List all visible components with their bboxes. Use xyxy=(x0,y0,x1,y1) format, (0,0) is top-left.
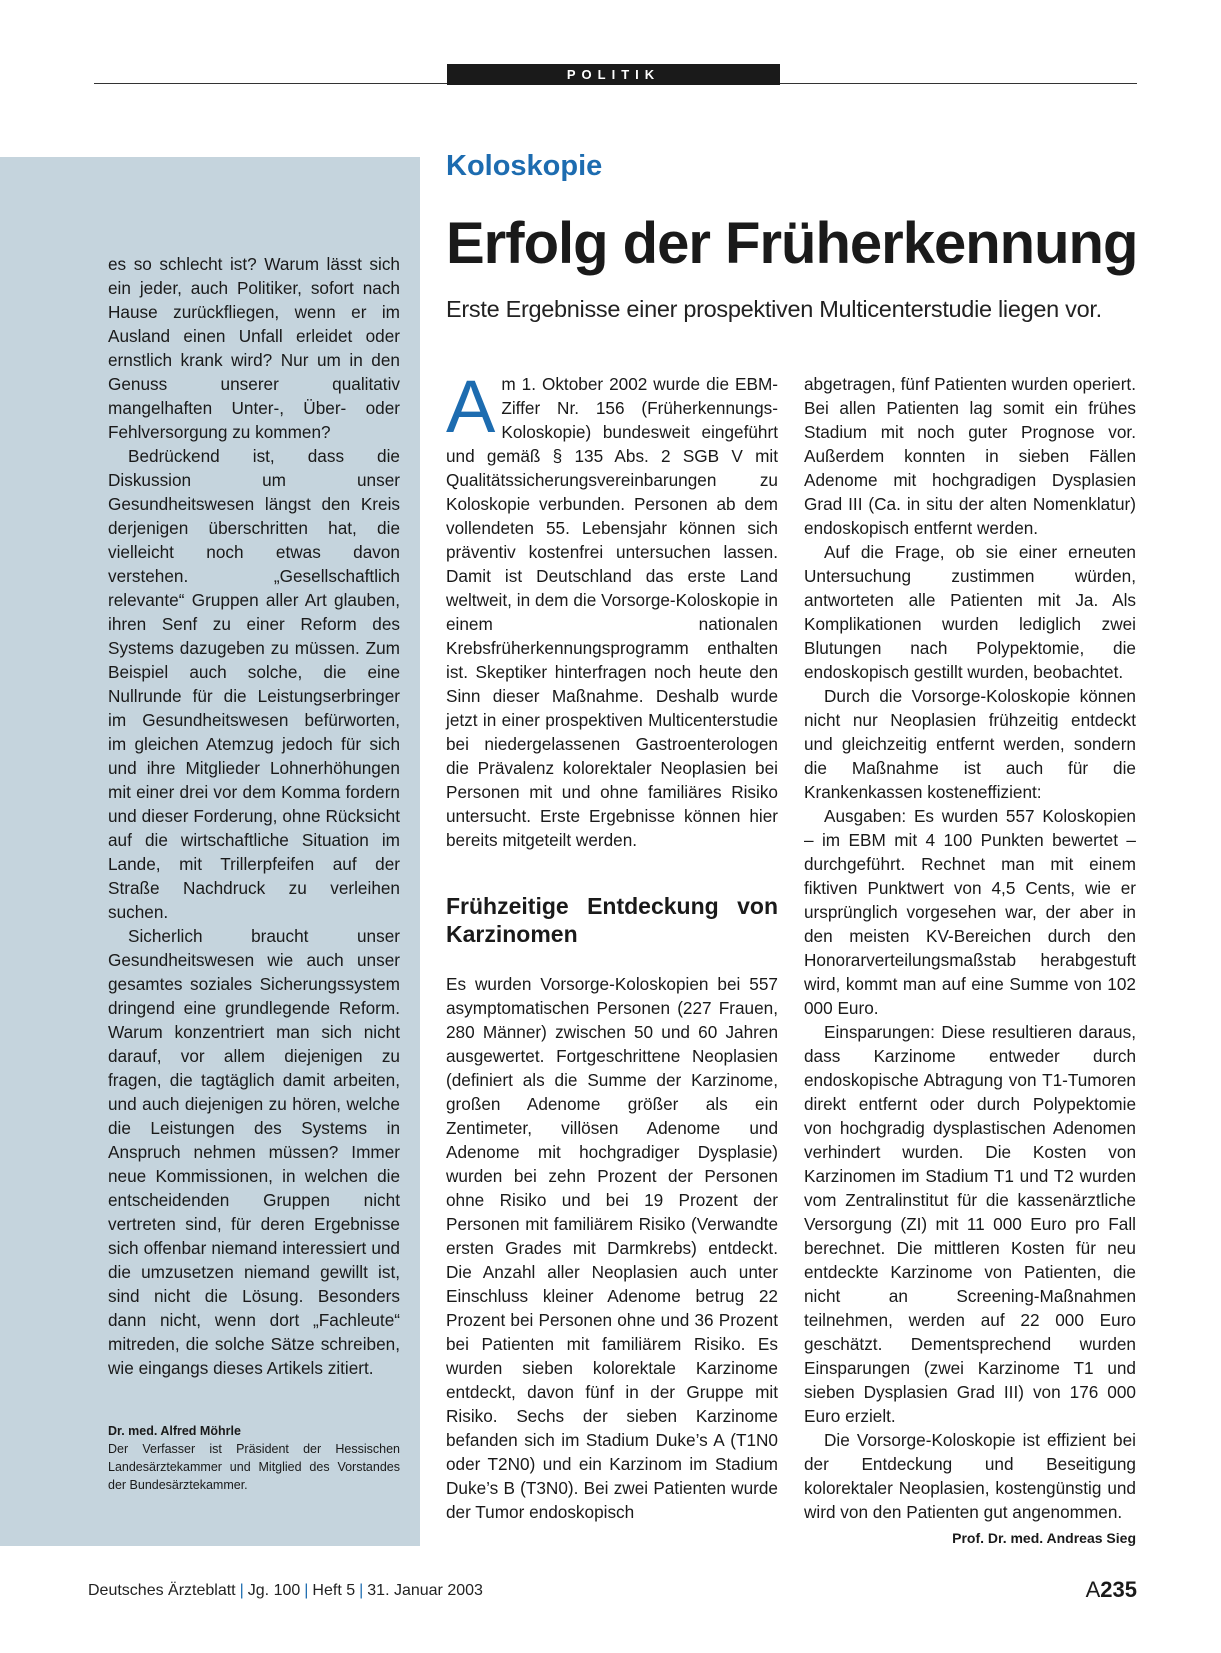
article-closing-text: Die Vorsorge-Koloskopie ist effizient bei der Entdeckung und Beseitigung kolorektaler Neoplasien, kostengünstig und wird von den Patienten gut angenommen. xyxy=(804,1430,1136,1522)
page-number xyxy=(1086,1577,1137,1603)
article-paragraph xyxy=(804,1428,1136,1546)
article-paragraph: Einsparungen: Diese resultieren daraus, dass Karzinome entweder durch endoskopische Abtragung von T1-Tumoren direkt entfernt oder durch Polypektomie von hochgradig dysplastischen Adenomen verhindert wurden. Die Kosten von Karzinomen im Stadium T1 und T2 wurden vom Zentralinstitut für die kassenärztliche Versorgung (ZI) mit 11 000 Euro pro Fall berechnet. Die mittleren Kosten für neu entdeckte Karzinome von Patienten, die nicht an Screening-Maßnahmen teilnehmen, werden auf 22 000 Euro geschätzt. Dementsprechend wurden Einsparungen (zwei Karzinome T1 und sieben Dysplasien Grad III) von 176 000 Euro erzielt. xyxy=(804,1022,1136,1426)
journal-volume: Jg. 100 xyxy=(247,1582,301,1599)
article-paragraph: Durch die Vorsorge-Koloskopie können nicht nur Neoplasien frühzeitig entdeckt und gleichzeitig entfernt werden, sondern die Maßnahme ist auch für die Krankenkassen kosteneffizient: xyxy=(804,686,1136,802)
sidebar-author-name: Dr. med. Alfred Möhrle xyxy=(108,1424,241,1438)
article-column-middle xyxy=(446,365,778,1524)
page-prefix: A xyxy=(1085,1577,1101,1602)
article-intro-text: m 1. Oktober 2002 wurde die EBM-Ziffer Nr. 156 (Früherkennungs-Koloskopie) bundesweit eingeführt und gemäß § 135 Abs. 2 SGB V mit Qualitätssicherungsvereinbarungen zu Koloskopie verbunden. Personen ab dem vollendeten 55. Lebensjahr können sich präventiv kostenfrei untersuchen lassen. Damit ist Deutschland das erste Land weltweit, in dem die Vorsorge-Koloskopie in einem nationalen Krebsfrüherkennungsprogramm enthalten ist. Skeptiker hinterfragen noch heute den Sinn dieser Maßnahme. Deshalb wurde jetzt in einer prospektiven Multicenterstudie bei niedergelassenen Gastroenterologen die Prävalenz kolorektaler Neoplasien bei Personen mit und ohne familiäres Risiko untersucht. Erste Ergebnisse können hier bereits mitgeteilt werden. xyxy=(446,374,778,850)
sidebar-author-box xyxy=(108,1422,400,1494)
article-kicker: Koloskopie xyxy=(446,150,603,182)
page-number-value: 235 xyxy=(1100,1577,1137,1602)
journal-issue: Heft 5 xyxy=(312,1582,356,1599)
page-footer: Deutsches Ärzteblatt | Jg. 100 | Heft 5 | 31. Januar 2003 xyxy=(88,1582,483,1599)
section-heading: Frühzeitige Entdeckung von Karzinomen xyxy=(446,893,778,947)
sidebar-paragraph: es so schlecht ist? Warum lässt sich ein jeder, auch Politiker, sofort nach Hause zurückfliegen, wenn er im Ausland einen Unfall erleidet oder ernstlich krank wird? Nur um in den Genuss unserer qualitativ mangelhaften Unter-, Über- oder Fehlversorgung zu kommen? xyxy=(108,254,400,442)
journal-name: Deutsches Ärzteblatt xyxy=(88,1582,236,1599)
article-paragraph: Es wurden Vorsorge-Koloskopien bei 557 asymptomatischen Personen (227 Frauen, 280 Männer) zwischen 50 und 60 Jahren ausgewertet. Fortgeschrittene Neoplasien (definiert als die Summe der Karzinome, großen Adenome größer als ein Zentimeter, villösen Adenome und Adenome mit hochgradiger Dysplasie) wurden bei zehn Prozent der Personen ohne Risiko und bei 19 Prozent der Personen mit familiärem Risiko (Verwandte ersten Grades mit Darmkrebs) entdeckt. Die Anzahl aller Neoplasien auch unter Einschluss kleiner Adenome betrug 22 Prozent bei Personen ohne und 36 Prozent bei Patienten mit familiärem Risiko. Es wurden sieben kolorektale Karzinome entdeckt, davon fünf in der Gruppe mit Risiko. Sechs der sieben Karzinome befanden sich im Stadium Duke’s A (T1N0 oder T2N0) und ein Karzinom im Stadium Duke’s B (T3N0). Bei zwei Patienten wurde der Tumor endoskopisch xyxy=(446,974,778,1522)
journal-date: 31. Januar 2003 xyxy=(367,1582,483,1599)
sidebar-commentary xyxy=(108,252,400,1380)
article-column-right xyxy=(804,372,1136,1550)
article-paragraph: abgetragen, fünf Patienten wurden operiert. Bei allen Patienten lag somit ein frühes Stadium mit noch guter Prognose vor. Außerdem konnten in sieben Fällen Adenome mit hochgradigen Dysplasien Grad III (Ca. in situ der alten Nomenklatur) endoskopisch entfernt werden. xyxy=(804,374,1136,538)
sidebar-paragraph: Bedrückend ist, dass die Diskussion um unser Gesundheitswesen längst den Kreis derjenigen überschritten hat, die vielleicht noch etwas davon verstehen. „Gesellschaftlich relevante“ Gruppen aller Art glauben, ihren Senf zu einer Reform des Systems dazugeben zu müssen. Zum Beispiel auch solche, die eine Nullrunde für die Leistungserbringer im Gesundheitswesen befürworten, im gleichen Atemzug jedoch für sich und ihre Mitglieder Lohnerhöhungen mit einer drei vor dem Komma fordern und dieser Forderung, ohne Rücksicht auf die wirtschaftliche Situation im Lande, mit Trillerpfeifen auf der Straße Nachdruck zu verleihen suchen. xyxy=(108,446,400,922)
sidebar-author-note: Der Verfasser ist Präsident der Hessischen Landesärztekammer und Mitglied des Vorstandes der Bundesärztekammer. xyxy=(108,1442,400,1492)
section-label: POLITIK xyxy=(447,64,780,85)
sidebar-paragraph: Sicherlich braucht unser Gesundheitswesen wie auch unser gesamtes soziales Sicherungssystem dringend eine grundlegende Reform. Warum konzentriert man sich nicht darauf, vor allem diejenigen zu fragen, die tagtäglich damit arbeiten, und auch diejenigen zu hören, welche die Leistungen des Systems in Anspruch nehmen müssen? Immer neue Kommissionen, in welchen die entscheidenden Gruppen nicht vertreten sind, für deren Ergebnisse sich offenbar niemand interessiert und die umzusetzen niemand gewillt ist, sind nicht die Lösung. Besonders dann nicht, wenn dort „Fachleute“ mitreden, die solche Sätze schreiben, wie eingangs dieses Artikels zitiert. xyxy=(108,926,400,1378)
article-title: Erfolg der Früherkennung xyxy=(446,211,1138,276)
article-intro xyxy=(446,365,778,852)
drop-cap: A xyxy=(446,365,496,448)
article-paragraph: Ausgaben: Es wurden 557 Koloskopien – im EBM mit 4 100 Punkten bewertet – durchgeführt. Rechnet man mit einem fiktiven Punktwert von 4,5 Cents, wie er ursprünglich vorgesehen war, der aber in den meisten KV-Bereichen durch den Honorarverteilungsmaßstab herabgestuft wird, kommt man auf eine Summe von 102 000 Euro. xyxy=(804,806,1136,1018)
article-paragraph: Auf die Frage, ob sie einer erneuten Untersuchung zustimmen würden, antworteten alle Patienten mit Ja. Als Komplikationen wurden lediglich zwei Blutungen nach Polypektomie, die endoskopisch gestillt wurden, beobachtet. xyxy=(804,542,1136,682)
article-subtitle: Erste Ergebnisse einer prospektiven Multicenterstudie liegen vor. xyxy=(446,296,1102,322)
author-signature: Prof. Dr. med. Andreas Sieg xyxy=(952,1530,1136,1546)
